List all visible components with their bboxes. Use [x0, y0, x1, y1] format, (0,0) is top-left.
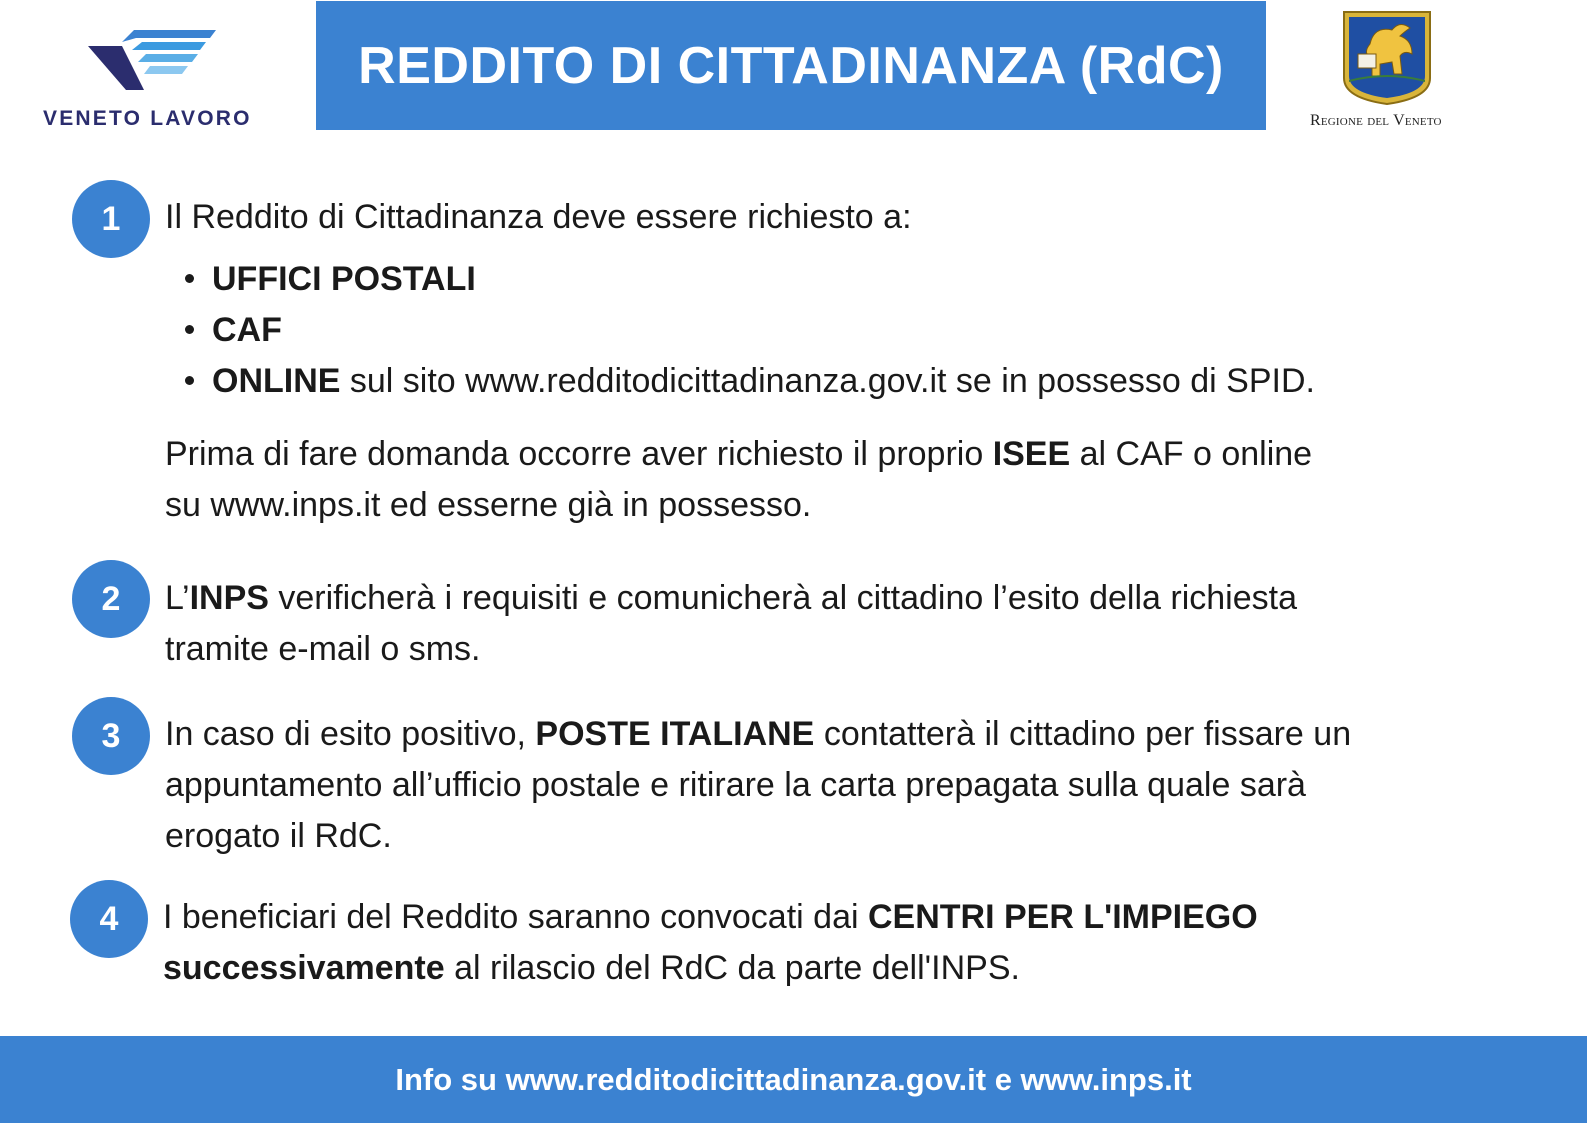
footer-banner	[0, 1036, 1587, 1123]
bullet-dot-icon	[185, 325, 194, 334]
page-title: REDDITO DI CITTADINANZA (RdC)	[358, 36, 1224, 95]
step-2-text: L’INPS verificherà i requisiti e comunicherà al cittadino l’esito della richiesta tramite e-mail o sms.	[165, 579, 1297, 668]
veneto-lavoro-wordmark: VENETO LAVORO	[43, 107, 252, 130]
bullet-dot-icon	[185, 274, 194, 283]
step-4-text: I beneficiari del Reddito saranno convocati dai CENTRI PER L'IMPIEGO successivamente al rilascio del RdC da parte dell'INPS.	[163, 898, 1258, 987]
step-1-badge: 1	[72, 180, 150, 258]
title-banner	[316, 1, 1266, 130]
regione-veneto-logo	[1300, 8, 1475, 133]
bullet-dot-icon	[185, 376, 194, 385]
step-4-badge: 4	[70, 880, 148, 958]
step-1-bullet-uffici-postali: UFFICI POSTALI	[185, 254, 476, 305]
veneto-lavoro-logo	[40, 26, 280, 136]
veneto-lavoro-mark-icon	[88, 28, 222, 94]
step-1-bullet-caf: CAF	[185, 305, 282, 356]
step-3-badge: 3	[72, 697, 150, 775]
footer-info-text: Info su www.redditodicittadinanza.gov.it e www.inps.it	[395, 1061, 1192, 1097]
step-1-intro: Il Reddito di Cittadinanza deve essere richiesto a:	[165, 198, 912, 236]
step-3-text: In caso di esito positivo, POSTE ITALIANE contatterà il cittadino per fissare un appuntamento all’ufficio postale e ritirare la carta prepagata sulla quale sarà erogato il RdC.	[165, 715, 1352, 855]
step-2-badge: 2	[72, 560, 150, 638]
lion-of-saint-mark-crest-icon	[1340, 10, 1434, 106]
step-1-bullet-online: ONLINE sul sito www.redditodicittadinanza.gov.it se in possesso di SPID.	[185, 356, 1315, 407]
regione-veneto-wordmark: Regione del Veneto	[1310, 112, 1442, 129]
step-1-isee-note: Prima di fare domanda occorre aver richiesto il proprio ISEE al CAF o online su www.inps.it ed esserne già in possesso.	[165, 435, 1313, 524]
